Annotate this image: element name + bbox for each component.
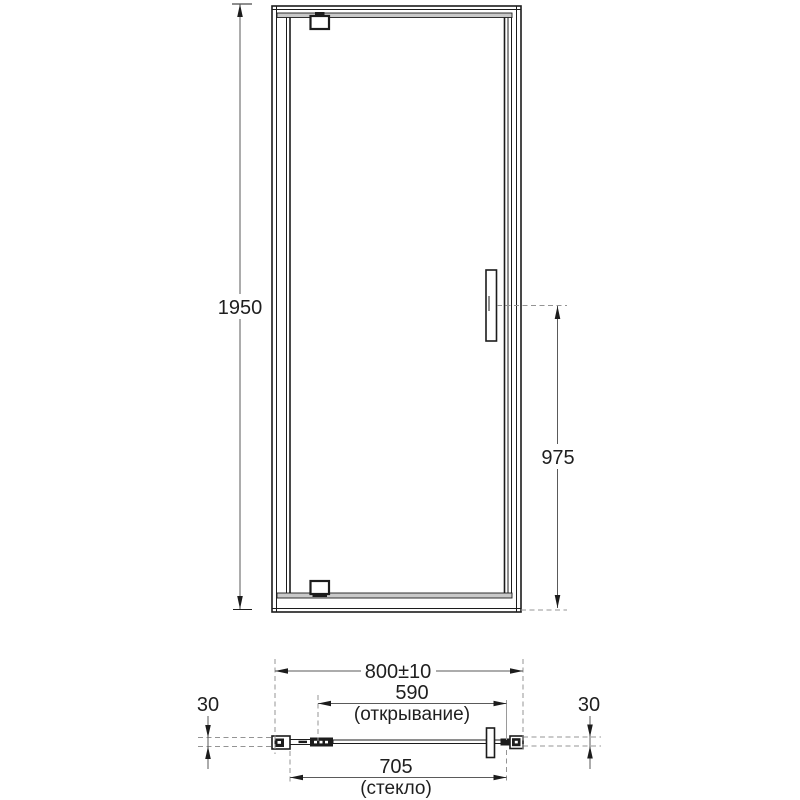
dim-705-label: (стекло) [360,778,432,799]
arrow-right-icon [494,701,507,707]
top-hinge-body-icon [311,16,330,29]
dim-overall-height [216,4,264,610]
plan-hinge-dot-2 [320,741,323,744]
arrow-down-icon [555,595,561,608]
arrow-left-icon [318,701,331,707]
arrow-up-icon [205,747,211,760]
dim-30-left-label: 30 [196,694,220,716]
arrow-left-icon [275,668,288,674]
arrow-right-icon [510,668,523,674]
dim-975-label: 975 [541,447,575,469]
arrow-down-icon [205,725,211,738]
right-profile-notch [515,741,518,744]
arrow-up-icon [587,746,593,759]
plan-hinge-dot-3 [325,741,328,744]
dim-height-label: 1950 [217,297,263,319]
arrow-down-icon [587,725,593,738]
plan-hinge-dot-1 [314,741,317,744]
handle-bar-icon [486,270,497,341]
arrow-down-icon [237,596,243,609]
dim-profile-depth-left [197,694,219,769]
dim-profile-depth-right [578,694,600,769]
dim-30-right-label: 30 [577,694,601,716]
connector-detail [299,741,308,743]
arrow-right-icon [494,775,507,781]
front-view [272,6,521,612]
plan-handle-bar-icon [487,728,495,758]
arrow-up-icon [555,306,561,319]
plan-hinge [310,738,333,747]
arrow-left-icon [290,775,303,781]
right-clamp [501,739,510,746]
dim-590-value: 590 [395,682,429,704]
left-profile-notch [278,741,282,744]
plan-glass-panel [333,740,507,744]
door-frame-outline [272,6,521,612]
dim-glass-width [290,750,507,799]
bottom-hinge-body-icon [311,581,330,594]
dim-705-value: 705 [379,756,413,778]
dim-800-label: 800±10 [364,661,432,683]
plan-view [198,728,601,758]
bottom-hinge-tab-icon [313,594,328,597]
door-handle [486,270,497,341]
right-wall-profile [510,736,523,749]
bottom-hinge [311,581,330,597]
dim-590-label: (открывание) [353,704,471,725]
arrow-up-icon [237,4,243,17]
dim-opening-width [318,682,507,741]
